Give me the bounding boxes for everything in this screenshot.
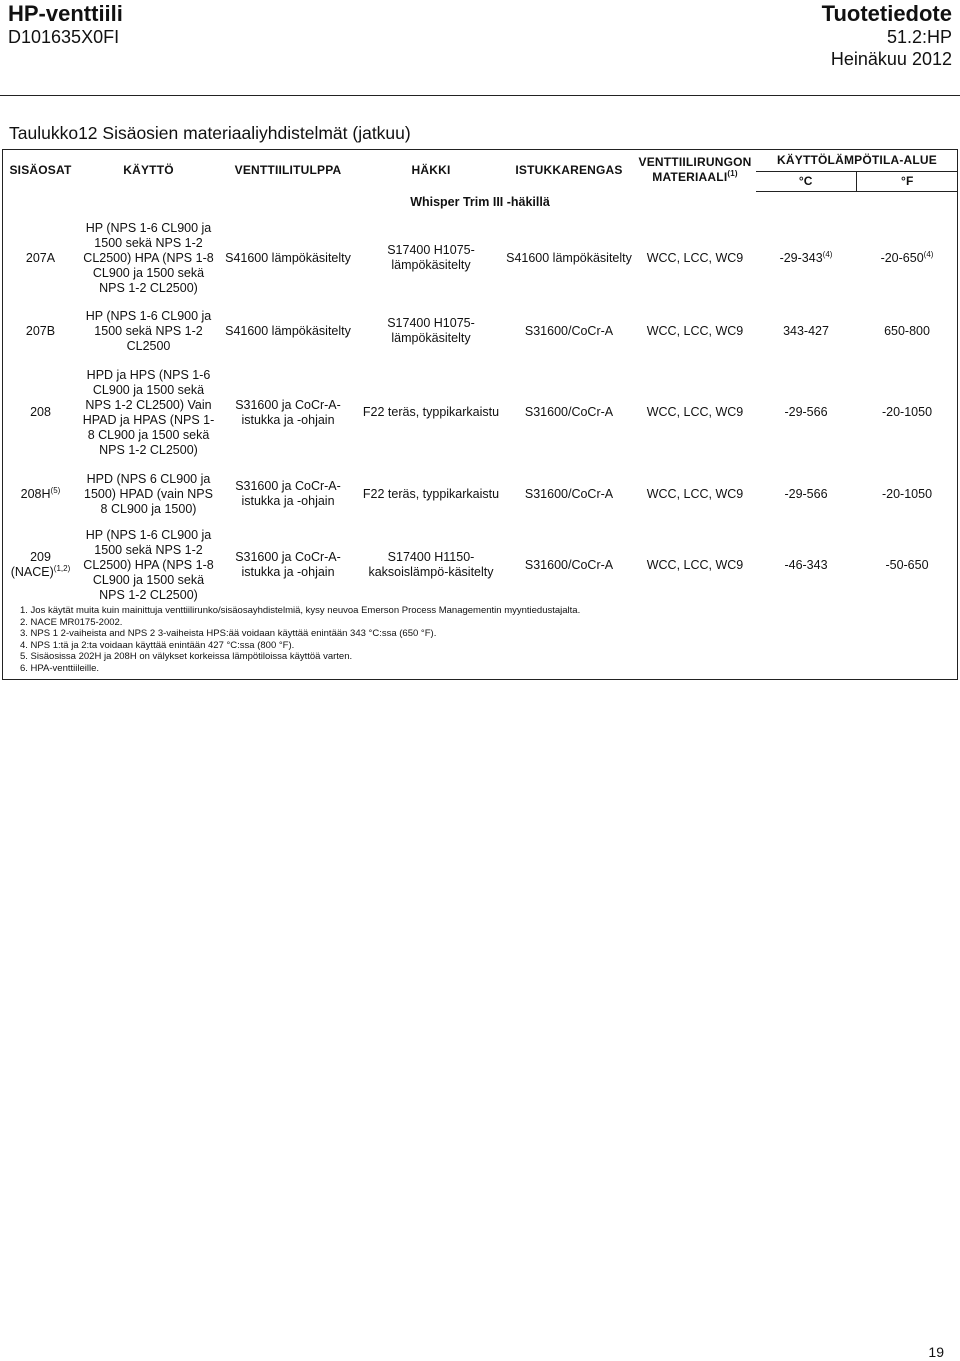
cage-cell: S17400 H1075-lämpökäsitelty	[387, 243, 475, 272]
col-header-tulppa: VENTTIILITULPPA	[234, 162, 342, 177]
footnote-ref: (1,2)	[53, 564, 71, 573]
plug-cell: S31600 ja CoCr-A-istukka ja -ohjain	[235, 397, 341, 427]
plug-cell: S41600 lämpökäsitelty	[225, 323, 351, 338]
footnote-ref: (4)	[923, 249, 934, 259]
plug-cell: S41600 lämpökäsitelty	[225, 250, 351, 265]
trim-code-qualifier: (NACE)	[10, 565, 54, 579]
use-cell: HP (NPS 1-6 CL900 ja 1500 sekä NPS 1-2 CL2500	[85, 308, 212, 353]
header-divider	[0, 95, 960, 96]
use-cell: HP (NPS 1-6 CL900 ja 1500 sekä NPS 1-2 CL2500) HPA (NPS 1-8 CL900 ja 1500 sekä NPS 1-2 CL2500)	[83, 527, 214, 602]
trim-cell	[2, 212, 79, 304]
body-cell: WCC, LCC, WC9	[646, 557, 744, 572]
seat-cell: S41600 lämpökäsitelty	[506, 250, 632, 265]
footnote: 6. HPA-venttiileille.	[20, 662, 100, 674]
trim-code: 208H	[20, 486, 51, 501]
seat-cell: S31600/CoCr-A	[524, 486, 614, 501]
table-row	[2, 304, 958, 358]
temp-f-cell: -50-650	[885, 557, 929, 572]
seat-cell: S31600/CoCr-A	[524, 323, 614, 338]
col-header-temp: KÄYTTÖLÄMPÖTILA-ALUE	[756, 149, 958, 172]
footnote-ref: (5)	[50, 485, 61, 495]
temp-c-cell: -46-343	[784, 557, 828, 572]
product-title: HP-venttiili	[8, 1, 123, 26]
table-row	[2, 358, 958, 467]
table-caption: Taulukko12 Sisäosien materiaaliyhdistelmät (jatkuu)	[9, 123, 411, 143]
footnote-ref: (4)	[822, 249, 833, 259]
cage-cell: S17400 H1075-lämpökäsitelty	[387, 316, 475, 345]
page-number: 19	[928, 1344, 944, 1360]
whisper-trim-subheader: Whisper Trim III -häkillä	[410, 194, 550, 209]
table-row	[2, 467, 958, 521]
plug-cell: S31600 ja CoCr-A-istukka ja -ohjain	[235, 479, 341, 508]
document-id: D101635X0FI	[8, 27, 120, 47]
temp-f-cell: 650-800	[884, 323, 930, 338]
body-cell: WCC, LCC, WC9	[646, 250, 744, 265]
col-header-celsius: °C	[756, 172, 856, 192]
footnote: 1. Jos käytät muita kuin mainittuja venttiilirunko/sisäosayhdistelmiä, kysy neuvoa Emerson Process Managementin myyntiedustajalta.	[20, 605, 581, 616]
section-number: 51.2:HP	[886, 27, 952, 47]
temp-f-cell	[856, 212, 958, 304]
seat-cell: S31600/CoCr-A	[524, 557, 614, 572]
seat-cell: S31600/CoCr-A	[524, 405, 614, 419]
temp-f-value: -20-650	[880, 250, 924, 265]
trim-code: 207B	[25, 323, 56, 338]
trim-code: 207A	[25, 250, 56, 265]
body-cell: WCC, LCC, WC9	[646, 405, 744, 419]
document-type: Tuotetiedote	[821, 1, 952, 26]
header-left	[8, 2, 123, 48]
col-header-sisaosat: SISÄOSAT	[9, 162, 72, 177]
temp-c-cell: -29-566	[784, 486, 828, 501]
temp-c-cell	[756, 212, 856, 304]
use-cell: HPD ja HPS (NPS 1-6 CL900 ja 1500 sekä NPS 1-2 CL2500) Vain HPAD ja HPAS (NPS 1-8 CL900 ja 1500 sekä NPS 1-2 CL2500)	[82, 367, 215, 457]
col-header-runko-line2: MATERIAALI	[652, 170, 728, 185]
trim-code: 208	[30, 405, 51, 419]
use-cell: HPD (NPS 6 CL900 ja 1500) HPAD (vain NPS 8 CL900 ja 1500)	[84, 471, 213, 516]
footnote: 5. Sisäosissa 202H ja 208H on välykset korkeissa lämpötiloissa käyttöä varten.	[20, 651, 353, 662]
temp-f-cell: -20-1050	[881, 405, 933, 419]
footnote-ref: (1)	[727, 169, 738, 179]
temp-c-cell: 343-427	[783, 323, 829, 338]
footnote: 3. NPS 1 2-vaiheista and NPS 2 3-vaiheista HPS:ää voidaan käyttää enintään 343 °C:ssa (650 °F).	[20, 628, 437, 639]
plug-cell: S31600 ja CoCr-A-istukka ja -ohjain	[235, 550, 341, 579]
temp-c-value: -29-343	[779, 250, 823, 265]
cage-cell: F22 teräs, typpikarkaistu	[362, 405, 500, 419]
body-cell: WCC, LCC, WC9	[646, 486, 744, 501]
temp-f-cell: -20-1050	[881, 486, 933, 501]
col-header-runko-line1: VENTTIILIRUNGON	[638, 155, 752, 170]
trim-cell	[2, 467, 79, 521]
footnote: 4. NPS 1:tä ja 2:ta voidaan käyttää enintään 427 °C:ssa (800 °F).	[20, 639, 295, 651]
col-header-hakki: HÄKKI	[411, 162, 451, 177]
cage-cell: S17400 H1150-kaksoislämpö-käsitelty	[368, 550, 494, 579]
trim-cell	[2, 521, 79, 609]
materials-table	[2, 149, 958, 609]
trim-cell	[2, 304, 79, 358]
col-header-istukka: ISTUKKARENGAS	[515, 162, 623, 177]
table-row	[2, 521, 958, 609]
publish-date: Heinäkuu 2012	[830, 49, 952, 69]
cage-cell: F22 teräs, typpikarkaistu	[362, 486, 500, 501]
footnote: 2. NACE MR0175-2002.	[20, 616, 123, 628]
trim-code: 209	[30, 550, 51, 564]
table-footnotes	[20, 605, 580, 674]
header-right	[822, 2, 952, 70]
trim-cell	[2, 358, 79, 467]
use-cell: HP (NPS 1-6 CL900 ja 1500 sekä NPS 1-2 CL2500) HPA (NPS 1-8 CL900 ja 1500 sekä NPS 1-2 CL2500)	[83, 220, 214, 295]
col-header-runko	[634, 149, 756, 192]
body-cell: WCC, LCC, WC9	[646, 323, 744, 338]
col-header-fahrenheit: °F	[856, 172, 958, 192]
table-row	[2, 212, 958, 304]
temp-c-cell: -29-566	[784, 405, 828, 419]
col-header-kaytto: KÄYTTÖ	[123, 162, 174, 177]
